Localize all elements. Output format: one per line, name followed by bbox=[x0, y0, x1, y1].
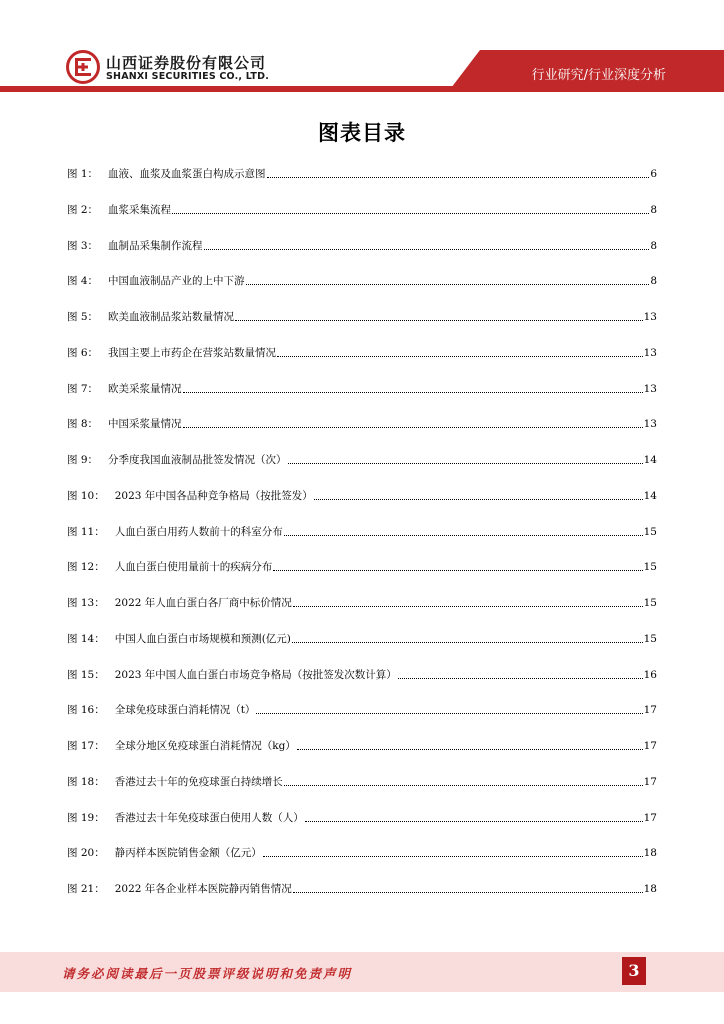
toc-entry-page: 8 bbox=[650, 275, 657, 288]
report-category: 行业研究/行业深度分析 bbox=[531, 68, 666, 83]
toc-entry-page: 6 bbox=[650, 168, 657, 180]
toc-entry-page: 14 bbox=[643, 454, 657, 466]
toc-entry-page: 13 bbox=[643, 311, 657, 323]
toc-entry-title: 2022 年人血白蛋白各厂商中标价情况 bbox=[114, 597, 292, 609]
toc-entry-label: 图 19： bbox=[67, 811, 105, 824]
toc-entry-label: 图 2： bbox=[67, 203, 99, 216]
company-name-en: SHANXI SECURITIES CO., LTD. bbox=[106, 71, 270, 82]
toc-entry-page: 15 bbox=[643, 561, 657, 574]
toc-entry[interactable] bbox=[67, 665, 657, 701]
toc-dot-leader bbox=[204, 236, 650, 250]
toc-entry-page: 17 bbox=[643, 740, 657, 752]
toc-entry-title: 中国血液制品产业的上中下游 bbox=[108, 275, 245, 288]
toc-entry-title: 人血白蛋白使用量前十的疾病分布 bbox=[114, 561, 273, 574]
toc-entry[interactable] bbox=[67, 236, 657, 272]
toc-entry[interactable] bbox=[67, 593, 657, 629]
toc-entry-title: 我国主要上市药企在营浆站数量情况 bbox=[108, 346, 277, 359]
company-name-cn: 山西证券股份有限公司 bbox=[106, 54, 267, 72]
toc-entry-label: 图 6： bbox=[67, 346, 99, 359]
toc-entry[interactable] bbox=[67, 879, 657, 915]
toc-entry-title: 人血白蛋白用药人数前十的科室分布 bbox=[114, 525, 283, 538]
toc-entry[interactable] bbox=[67, 200, 657, 236]
toc-entry[interactable] bbox=[67, 379, 657, 415]
toc-entry-page: 14 bbox=[643, 489, 657, 502]
toc-entry-label: 图 9： bbox=[67, 454, 99, 466]
toc-entry[interactable] bbox=[67, 557, 657, 593]
toc-dot-leader bbox=[292, 629, 643, 643]
toc-entry[interactable] bbox=[67, 414, 657, 450]
toc-entry-title: 全球分地区免疫球蛋白消耗情况（kg） bbox=[114, 740, 296, 752]
toc-entry-label: 图 21： bbox=[67, 883, 105, 895]
toc-dot-leader bbox=[277, 343, 643, 357]
toc-dot-leader bbox=[314, 486, 643, 500]
toc-entry-label: 图 13： bbox=[67, 597, 105, 609]
toc-entry[interactable] bbox=[67, 700, 657, 736]
toc-entry[interactable] bbox=[67, 271, 657, 307]
toc-dot-leader bbox=[273, 557, 642, 571]
page-header bbox=[0, 0, 724, 100]
toc-entry-label: 图 16： bbox=[67, 704, 105, 717]
toc-entry-label: 图 10： bbox=[67, 489, 105, 502]
toc-entry-page: 18 bbox=[643, 883, 657, 895]
toc-entry-label: 图 3： bbox=[67, 239, 99, 252]
toc-dot-leader bbox=[293, 879, 643, 893]
toc-dot-leader bbox=[267, 164, 650, 178]
toc-entry-title: 血液、血浆及血浆蛋白构成示意图 bbox=[108, 168, 266, 180]
toc-entry-page: 8 bbox=[650, 203, 657, 216]
toc-entry[interactable] bbox=[67, 450, 657, 486]
toc-entry-label: 图 5： bbox=[67, 311, 99, 323]
toc-entry[interactable] bbox=[67, 772, 657, 808]
toc-entry-page: 13 bbox=[643, 418, 657, 431]
toc-entry[interactable] bbox=[67, 486, 657, 522]
toc-entry-title: 静丙样本医院销售金额（亿元） bbox=[114, 847, 262, 860]
toc-entry-page: 13 bbox=[643, 346, 657, 359]
toc-dot-leader bbox=[263, 843, 643, 857]
toc-entry-page: 18 bbox=[643, 847, 657, 860]
toc-dot-leader bbox=[183, 414, 643, 428]
toc-entry-title: 中国采浆量情况 bbox=[108, 418, 182, 431]
toc-entry[interactable] bbox=[67, 629, 657, 665]
footer-disclaimer[interactable]: 请务必阅读最后一页股票评级说明和免责声明 bbox=[62, 966, 353, 981]
toc-entry[interactable] bbox=[67, 522, 657, 558]
toc-entry[interactable] bbox=[67, 843, 657, 879]
page-number: 3 bbox=[622, 957, 646, 985]
toc-entry-title: 欧美血液制品浆站数量情况 bbox=[108, 311, 235, 323]
toc-entry-label: 图 20： bbox=[67, 847, 105, 860]
toc-dot-leader bbox=[293, 593, 643, 607]
toc-entry-label: 图 8： bbox=[67, 418, 99, 431]
toc-entry-title: 血浆采集流程 bbox=[108, 203, 172, 216]
toc-entry[interactable] bbox=[67, 343, 657, 379]
toc-entry[interactable] bbox=[67, 736, 657, 772]
toc-dot-leader bbox=[246, 271, 650, 285]
toc-entry-label: 图 15： bbox=[67, 668, 105, 681]
toc-entry-page: 15 bbox=[643, 632, 657, 645]
toc-entry-label: 图 7： bbox=[67, 382, 99, 395]
toc-entry-page: 17 bbox=[643, 704, 657, 717]
toc-entry-title: 欧美采浆量情况 bbox=[108, 382, 182, 395]
page-title: 图表目录 bbox=[318, 120, 406, 145]
toc-entry-page: 15 bbox=[643, 525, 657, 538]
toc-entry-title: 2023 年中国各品种竞争格局（按批签发） bbox=[114, 489, 313, 502]
toc-dot-leader bbox=[297, 736, 643, 750]
toc-dot-leader bbox=[183, 379, 643, 393]
toc-entry-title: 血制品采集制作流程 bbox=[108, 239, 203, 252]
toc-entry-page: 17 bbox=[643, 811, 657, 824]
toc-entry-label: 图 12： bbox=[67, 561, 105, 574]
toc-entry-title: 分季度我国血液制品批签发情况（次） bbox=[108, 454, 287, 466]
toc-entry-page: 16 bbox=[643, 668, 657, 681]
toc-entry-page: 15 bbox=[643, 597, 657, 609]
toc-entry-title: 全球免疫球蛋白消耗情况（t） bbox=[114, 704, 256, 717]
toc-entry-title: 中国人血白蛋白市场规模和预测(亿元) bbox=[114, 632, 291, 645]
toc-dot-leader bbox=[172, 200, 649, 214]
toc-entry-label: 图 17： bbox=[67, 740, 105, 752]
toc-dot-leader bbox=[288, 450, 643, 464]
toc-entry-label: 图 14： bbox=[67, 632, 105, 645]
toc-entry-title: 2023 年中国人血白蛋白市场竞争格局（按批签发次数计算） bbox=[114, 668, 397, 681]
toc-dot-leader bbox=[398, 665, 643, 679]
toc-dot-leader bbox=[284, 522, 643, 536]
toc-entry[interactable] bbox=[67, 164, 657, 200]
toc-entry-page: 13 bbox=[643, 382, 657, 395]
toc-entry-page: 8 bbox=[650, 239, 657, 252]
toc-entry[interactable] bbox=[67, 808, 657, 844]
toc-entry-label: 图 1： bbox=[67, 168, 99, 180]
toc-entry-label: 图 4： bbox=[67, 275, 99, 288]
figure-toc bbox=[67, 164, 657, 915]
toc-dot-leader bbox=[235, 307, 643, 321]
toc-entry-title: 2022 年各企业样本医院静丙销售情况 bbox=[114, 883, 292, 895]
toc-entry-title: 香港过去十年免疫球蛋白使用人数（人） bbox=[114, 811, 304, 824]
toc-entry-label: 图 11： bbox=[67, 525, 105, 538]
toc-entry-page: 17 bbox=[643, 775, 657, 788]
toc-dot-leader bbox=[284, 772, 643, 786]
toc-entry-title: 香港过去十年的免疫球蛋白持续增长 bbox=[114, 775, 283, 788]
toc-entry[interactable] bbox=[67, 307, 657, 343]
toc-dot-leader bbox=[256, 700, 642, 714]
toc-dot-leader bbox=[305, 808, 643, 822]
toc-entry-label: 图 18： bbox=[67, 775, 105, 788]
